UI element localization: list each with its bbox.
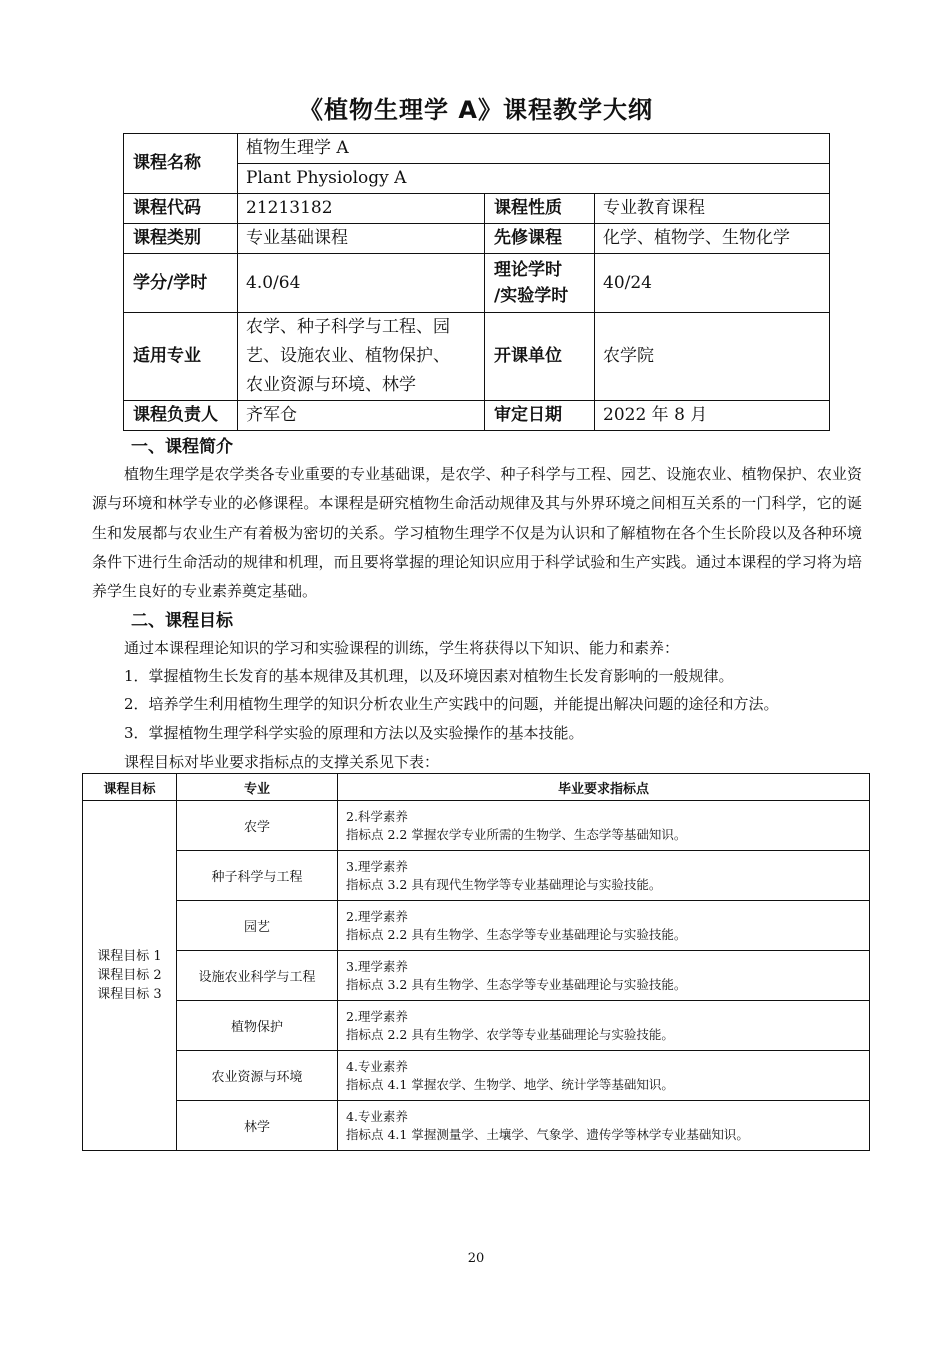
major-cell: 设施农业科学与工程 bbox=[177, 951, 338, 1001]
major-line-3: 农业资源与环境、林学 bbox=[246, 375, 416, 395]
major-line-1: 农学、种子科学与工程、园 bbox=[246, 317, 450, 337]
major-cell: 园艺 bbox=[177, 901, 338, 951]
requirement-point: 指标点 2.2 具有生物学、生态学等专业基础理论与实验技能。 bbox=[346, 926, 687, 942]
theory-hours-label-line2: /实验学时 bbox=[494, 286, 569, 306]
table-row bbox=[83, 951, 870, 1001]
credit-hours-label: 学分/学时 bbox=[124, 254, 238, 313]
goal-item-1: 1．掌握植物生长发育的基本规律及其机理，以及环境因素对植物生长发育影响的一般规律。 bbox=[124, 667, 734, 685]
goal-requirement-mapping-table bbox=[82, 773, 870, 1151]
table-row bbox=[83, 901, 870, 951]
offering-unit-label: 开课单位 bbox=[485, 313, 595, 401]
table-intro: 课程目标对毕业要求指标点的支撑关系见下表： bbox=[124, 753, 440, 771]
course-owner-label: 课程负责人 bbox=[124, 401, 238, 431]
header-major: 专业 bbox=[177, 774, 338, 801]
document-title: 《植物生理学 A》课程教学大纲 bbox=[299, 96, 653, 124]
course-introduction: 植物生理学是农学类各专业重要的专业基础课，是农学、种子科学与工程、园艺、设施农业、植物保护、农业资源与环境和林学专业的必修课程。本课程是研究植物生命活动规律及其与外界环境之间相互关系的一门科学，它的诞生和发展都与农业生产有着极为密切的关系。学习植物生理学不仅是为认识和了解植物在各个生长阶段以及各种环境条件下进行生命活动的规律和机理，而且要将掌握的理论知识应用于科学试验和生产实践。通过本课程的学习将为培养学生良好的专业素养奠定基础。 bbox=[92, 465, 862, 601]
table-row bbox=[83, 1001, 870, 1051]
prerequisite-label: 先修课程 bbox=[485, 224, 595, 254]
requirement-cell bbox=[338, 901, 870, 951]
applicable-major-value bbox=[238, 313, 485, 401]
course-code-value: 21213182 bbox=[238, 194, 485, 224]
requirement-title: 2.科学素养 bbox=[346, 808, 408, 824]
course-goal-2: 课程目标 2 bbox=[97, 968, 162, 983]
course-category-label: 课程类别 bbox=[124, 224, 238, 254]
applicable-major-label: 适用专业 bbox=[124, 313, 238, 401]
goal-item-2: 2．培养学生利用植物生理学的知识分析农业生产实践中的问题，并能提出解决问题的途径和方法。 bbox=[124, 695, 779, 713]
course-category-value: 专业基础课程 bbox=[238, 224, 485, 254]
course-goal-1: 课程目标 1 bbox=[97, 949, 162, 964]
theory-lab-hours-label bbox=[485, 254, 595, 313]
course-info-table bbox=[123, 133, 830, 431]
page-number: 20 bbox=[467, 1251, 485, 1266]
goal-item-3: 3．掌握植物生理学科学实验的原理和方法以及实验操作的基本技能。 bbox=[124, 724, 584, 742]
requirement-point: 指标点 2.2 掌握农学专业所需的生物学、生态学等基础知识。 bbox=[346, 826, 687, 842]
approval-date-label: 审定日期 bbox=[485, 401, 595, 431]
requirement-cell bbox=[338, 1001, 870, 1051]
requirement-title: 3.理学素养 bbox=[346, 958, 408, 974]
offering-unit-value: 农学院 bbox=[595, 313, 830, 401]
theory-hours-label-line1: 理论学时 bbox=[494, 260, 562, 280]
major-line-2: 艺、设施农业、植物保护、 bbox=[246, 346, 450, 366]
table-row bbox=[83, 1051, 870, 1101]
header-requirement-point: 毕业要求指标点 bbox=[338, 774, 870, 801]
goals-intro: 通过本课程理论知识的学习和实验课程的训练，学生将获得以下知识、能力和素养： bbox=[124, 639, 680, 657]
course-goal-3: 课程目标 3 bbox=[97, 987, 162, 1002]
approval-date-value: 2022 年 8 月 bbox=[595, 401, 830, 431]
requirement-title: 2.理学素养 bbox=[346, 908, 408, 924]
course-code-label: 课程代码 bbox=[124, 194, 238, 224]
requirement-title: 4.专业素养 bbox=[346, 1058, 408, 1074]
course-name-cn: 植物生理学 A bbox=[238, 134, 830, 164]
course-owner-value: 齐军仓 bbox=[238, 401, 485, 431]
table-row bbox=[83, 801, 870, 851]
requirement-cell bbox=[338, 1101, 870, 1151]
major-cell: 农业资源与环境 bbox=[177, 1051, 338, 1101]
requirement-title: 4.专业素养 bbox=[346, 1108, 408, 1124]
requirement-title: 3.理学素养 bbox=[346, 858, 408, 874]
major-cell: 农学 bbox=[177, 801, 338, 851]
course-name-label: 课程名称 bbox=[124, 134, 238, 194]
prerequisite-value: 化学、植物学、生物化学 bbox=[595, 224, 830, 254]
section-2-heading: 二、课程目标 bbox=[131, 611, 233, 631]
course-goals-cell bbox=[83, 801, 177, 1151]
major-cell: 植物保护 bbox=[177, 1001, 338, 1051]
section-1-heading: 一、课程简介 bbox=[131, 437, 233, 457]
table-row bbox=[83, 851, 870, 901]
requirement-cell bbox=[338, 1051, 870, 1101]
requirement-point: 指标点 2.2 具有生物学、农学等专业基础理论与实验技能。 bbox=[346, 1026, 674, 1042]
requirement-point: 指标点 4.1 掌握测量学、土壤学、气象学、遗传学等林学专业基础知识。 bbox=[346, 1126, 749, 1142]
course-nature-value: 专业教育课程 bbox=[595, 194, 830, 224]
requirement-cell bbox=[338, 851, 870, 901]
theory-lab-hours-value: 40/24 bbox=[595, 254, 830, 313]
header-course-goal: 课程目标 bbox=[83, 774, 177, 801]
requirement-cell bbox=[338, 801, 870, 851]
requirement-point: 指标点 4.1 掌握农学、生物学、地学、统计学等基础知识。 bbox=[346, 1076, 674, 1092]
course-nature-label: 课程性质 bbox=[485, 194, 595, 224]
requirement-cell bbox=[338, 951, 870, 1001]
table-row bbox=[83, 1101, 870, 1151]
major-cell: 种子科学与工程 bbox=[177, 851, 338, 901]
credit-hours-value: 4.0/64 bbox=[238, 254, 485, 313]
course-name-en: Plant Physiology A bbox=[238, 164, 830, 194]
requirement-title: 2.理学素养 bbox=[346, 1008, 408, 1024]
requirement-point: 指标点 3.2 具有生物学、生态学等专业基础理论与实验技能。 bbox=[346, 976, 687, 992]
major-cell: 林学 bbox=[177, 1101, 338, 1151]
requirement-point: 指标点 3.2 具有现代生物学等专业基础理论与实验技能。 bbox=[346, 876, 662, 892]
